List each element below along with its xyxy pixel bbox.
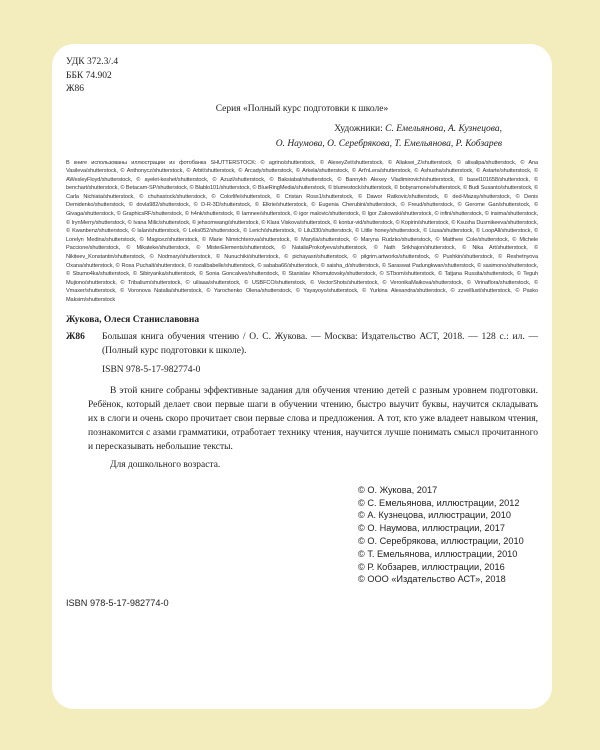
bib-text: Большая книга обучения чтению / О. С. Жукова. — Москва: Издательство АСТ, 2018. — 128 с.: ил. — (Полный курс подготовки к школе). — [102, 331, 538, 356]
author-name: Жукова, Олеся Станиславовна — [66, 314, 200, 325]
artists-line-1: С. Емельянова, А. Кузнецова, — [385, 123, 502, 134]
series-title: Серия «Полный курс подготовки к школе» — [215, 103, 389, 114]
isbn-top: ISBN 978-5-17-982774-0 — [102, 364, 201, 375]
artists-block — [66, 122, 538, 152]
copyright-list — [358, 484, 538, 586]
artists-label: Художники: — [334, 123, 383, 134]
annotation-paragraph: В этой книге собраны эффективные задания для обучения чтению детей с разным уровнем подготовки. Ребёнок, который делает свои первые шаги в обучении чтению, быстро выучит буквы, научится складывать их в слоги и очень скоро прочитает свои первые слова и предложения. А тот, кто уже владеет навыком чтения, познакомится с азами грамматики, отработает технику чтения, научится лучше понимать смысл прочитанного и пересказывать небольшие тексты. — [88, 385, 538, 453]
photo-credits: В книге использованы иллюстрации из фотобанка SHUTTERSTOCK: © agrino/shutterstock, © AlexeyZet/shutterstock, © Aliaksei_Z/shutterstock, © alisalipa/shutterstock, © Ana Vasileva/shutterstock, © Anthonycz/shutterstock, © Arbit/shutterstock, © Arcady/shutterstock, © Arkela/shutterstock, © Art'nLera/shutterstock, © Ashusha/shutterstock, © Astarte/shutterstock, © AWesleyFloyd/shutterstock, © ayelet-keshet/shutterstock, © Azuzl/shutterstock, © Baksiabat/shutterstock, © Bannykh Alexey Vladimirovich/shutterstock, © basel101658/shutterstock, © benchart/shutterstock, © Betacam-SP/shutterstock, © Blablo101/shutterstock, © BlueRingMedia/shutterstock, © blumestock/shutterstock, © bobyramone/shutterstock, © Budi Susanto/shutterstock, © Carla Nichiata/shutterstock, © chuhastock/shutterstock, © Colorlife/shutterstock, © Cristan Ross1/shutterstock, © Dawor Ratkovic/shutterstock, © ded-Mazay/shutterstock, © Denis Demidenko/shutterstock, © dovla982/shutterstock, © D-R-3D/shutterstock, © Elkrie/shutterstock, © Eugenia Cherubini/shutterstock, © Freud/shutterstock, © Gerome Gan/shutterstock, © Givaga/shutterstock, © GraphicsRF/shutterstock, © h4nk/shutterstock, © Iamnee/shutterstock, © igor malovic/shutterstock, © Igor Zakowski/shutterstock, © infini/shutterstock, © insima/shutterstock, © IrynMerry/shutterstock, © Ivana Milic/shutterstock, © jehsomwang/shutterstock, © Klara Viskova/shutterstock, © kontur-vid/shutterstock, © Kopirin/shutterstock, © Ksusha Dusmikeeva/shutterstock, © Kwanbenz/shutterstock, © lalan/shutterstock, © Leks052/shutterstock, © Lerich/shutterstock, © Lilu330/shutterstock, © Little honey/shutterstock, © Liusa/shutterstock, © LoopAll/shutterstock, © Lorelyn Medina/shutterstock, © Magicez/shutterstock, © Marie Nimrichterova/shutterstock, © Marylia/shutterstock, © Maryna Rudzko/shutterstock, © Matthew Cole/shutterstock, © Michele Paccione/shutterstock, © Mikateke/shutterstock, © MisterElements/shutterstock, © NataliaProkofyeva/shutterstock, © Nath Srikhajon/shutterstock, © Nika Art/shutterstock, © Nikiteev_Konstantin/shutterstock, © Nodmary/shutterstock, © Nunuchiki/shutterstock, © pichayasri/shutterstock, © pilgrim.artworks/shutterstock, © Pushkin/shutterstock, © Reshetnyova Oxana/shutterstock, © Rosa Puchalt/shutterstock, © rozalibabelle/shutterstock, © sababa66/shutterstock, © saisha_d/shutterstock, © Saraswat Padungkwan/shutterstock, © sasimono/shutterstock, © Sbumo4ka/shutterstock, © Sibiryanka/shutterstock, © Sonia Goncalves/shutterstock, © Stanislav Khomutovsky/shutterstock, © STbom/shutterstock, © Tatjana Russita/shutterstock, © Teguh Mujiono/shutterstock, © Tribalium/shutterstock, © uiliaaa/shutterstock, © USBFCO/shutterstock, © VectorShots/shutterstock, © VeronikaMaikova/shutterstock, © Virinaflora/shutterstock, © Vmaxer/shutterstock, © Voronova Natalia/shutterstock, © Yarochenko Olena/shutterstock, © Yayayoyo/shutterstock, © Yurkina Alexandra/shutterstock, © zzvelllust/shutterstock, © Pasko Maksim/shutterstock — [66, 159, 538, 303]
copyright-line: © О. Жукова, 2017 — [358, 484, 438, 495]
age-note: Для дошкольного возраста. — [110, 459, 221, 470]
annotation — [66, 384, 538, 472]
classification-block — [66, 56, 538, 97]
copyright-line: © А. Кузнецова, иллюстрации, 2010 — [358, 510, 511, 521]
copyright-line: © ООО «Издательство АСТ», 2018 — [358, 574, 506, 585]
copyright-page — [52, 44, 552, 709]
bbk-code: ББК 74.902 — [66, 70, 112, 81]
artists-line-2: О. Наумова, О. Серебрякова, Т. Емельянова, Р. Кобзарев — [275, 138, 502, 149]
copyright-line: © Т. Емельянова, иллюстрации, 2010 — [358, 548, 518, 559]
bib-code: Ж86 — [66, 331, 85, 342]
copyright-line: © С. Емельянова, иллюстрации, 2012 — [358, 497, 520, 508]
bibliographic-entry — [66, 330, 538, 358]
copyright-line: © О. Серебрякова, иллюстрации, 2010 — [358, 536, 524, 546]
copyright-line: © Р. Кобзарев, иллюстрации, 2016 — [358, 561, 505, 572]
isbn-bottom: ISBN 978-5-17-982774-0 — [66, 598, 169, 609]
udk-code: УДК 372.3/.4 — [66, 57, 119, 67]
author-mark: Ж86 — [66, 84, 85, 94]
copyright-line: © О. Наумова, иллюстрации, 2017 — [358, 523, 505, 534]
